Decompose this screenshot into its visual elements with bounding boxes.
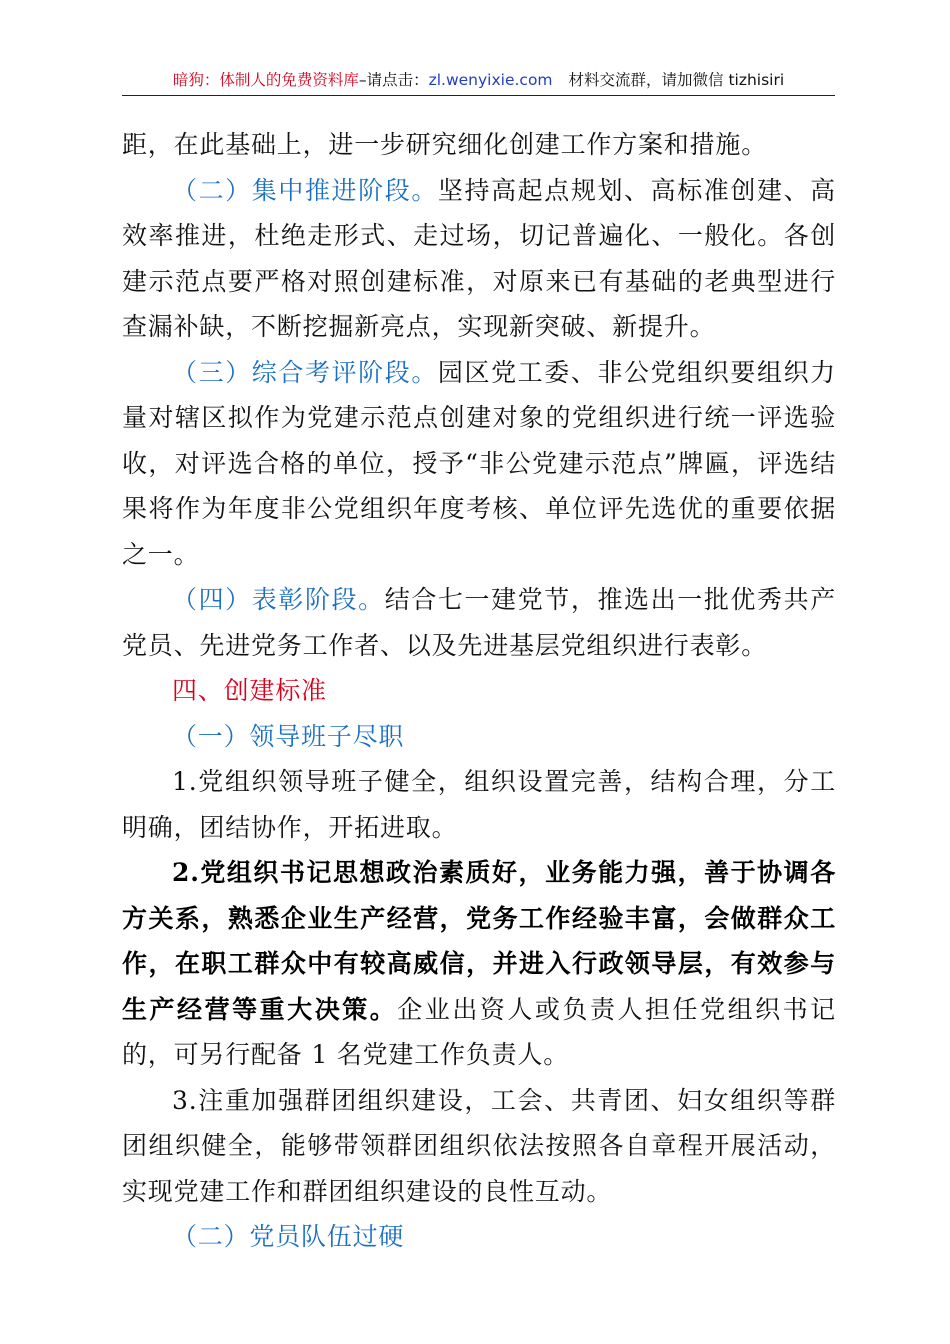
section-four-title: 四、创建标准 [172,676,327,705]
page-header [122,66,835,96]
standard-item-2 [122,850,836,1078]
stage-two-text: 坚持高起点规划、高标准创建、高效率推进，杜绝走形式、走过场，切记普遍化、一般化。各创建示范点要严格对照创建标准，对原来已有基础的老典型进行查漏补缺，不断挖掘新亮点，实现新突破、新提升。 [122,175,836,341]
paragraph-continuation: 距，在此基础上，进一步研究细化创建工作方案和措施。 [122,130,768,159]
stage-four-heading: （四）表彰阶段。 [172,585,385,614]
paragraph-stage-three [122,350,836,578]
paragraph-stage-four [122,577,836,668]
header-click-prompt: –请点击： [358,71,429,89]
header-group-text: 材料交流群，请加微信 tizhisiri [568,71,785,89]
paragraph-stage-two [122,168,836,350]
subsection-two-title: （二）党员队伍过硬 [172,1222,405,1251]
subsection-one-title: （一）领导班子尽职 [172,721,405,751]
standard-item-3: 3.注重加强群团组织建设，工会、共青团、妇女组织等群团组织健全，能够带领群团组织依法按照各自章程开展活动，实现党建工作和群团组织建设的良性互动。 [122,1085,836,1206]
stage-three-text: 园区党工委、非公党组织要组织力量对辖区拟作为党建示范点创建对象的党组织进行统一评选验收，对评选合格的单位，授予“非公党建示范点”牌匾，评选结果将作为年度非公党组织年度考核、单位评先选优的重要依据之一。 [122,357,836,569]
standard-item-2-text: 企业出资人或负责人担任党组织书记的，可另行配备 1 名党建工作负责人。 [122,994,836,1069]
standard-item-1: 1.党组织领导班子健全，组织设置完善，结构合理，分工明确，团结协作，开拓进取。 [122,767,836,842]
stage-three-heading: （三）综合考评阶段。 [172,357,438,387]
header-site-name: 暗狗：体制人的免费资料库 [172,71,359,89]
stage-four-text: 结合七一建党节，推选出一批优秀共产党员、先进党务工作者、以及先进基层党组织进行表彰。 [122,585,836,660]
header-url-link[interactable]: zl.wenyixie.com [428,71,553,89]
stage-two-heading: （二）集中推进阶段。 [172,175,438,205]
document-body [122,122,836,1260]
standard-item-2-bold: 2.党组织书记思想政治素质好，业务能力强，善于协调各方关系，熟悉企业生产经营，党务工作经验丰富，会做群众工作，在职工群众中有较高威信，并进入行政领导层，有效参与生产经营等重大决策。 [122,858,836,1024]
